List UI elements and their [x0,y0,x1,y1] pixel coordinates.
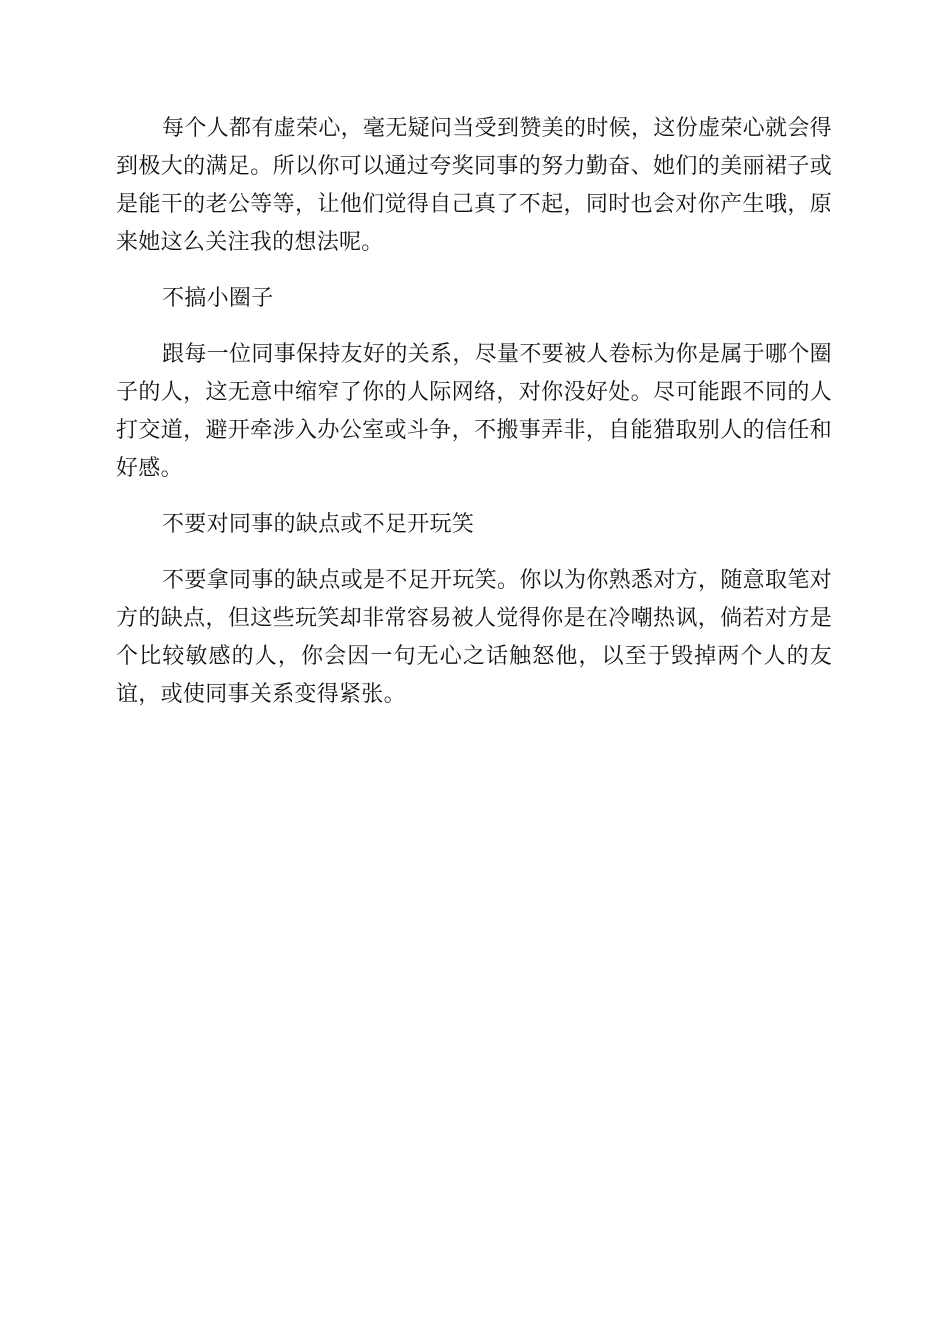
paragraph-no-jokes: 不要拿同事的缺点或是不足开玩笑。你以为你熟悉对方，随意取笔对方的缺点，但这些玩笑却非常容易被人觉得你是在冷嘲热讽，倘若对方是个比较敏感的人，你会因一句无心之话触怒他，以至于毁掉两个人的友谊，或使同事关系变得紧张。 [116,568,832,707]
section-heading-no-jokes: 不要对同事的缺点或不足开玩笑 [162,512,475,537]
paragraph-vanity: 每个人都有虚荣心，毫无疑问当受到赞美的时候，这份虚荣心就会得到极大的满足。所以你可以通过夸奖同事的努力勤奋、她们的美丽裙子或是能干的老公等等，让他们觉得自己真了不起，同时也会对你产生哦，原来她这么关注我的想法呢。 [116,116,832,255]
document-body [116,110,832,732]
paragraph-friendly-relations: 跟每一位同事保持友好的关系，尽量不要被人卷标为你是属于哪个圈子的人，这无意中缩窄了你的人际网络，对你没好处。尽可能跟不同的人打交道，避开牵涉入办公室或斗争，不搬事弄非，自能猎取别人的信任和好感。 [116,342,832,481]
section-heading-no-cliques: 不搞小圈子 [162,286,274,311]
